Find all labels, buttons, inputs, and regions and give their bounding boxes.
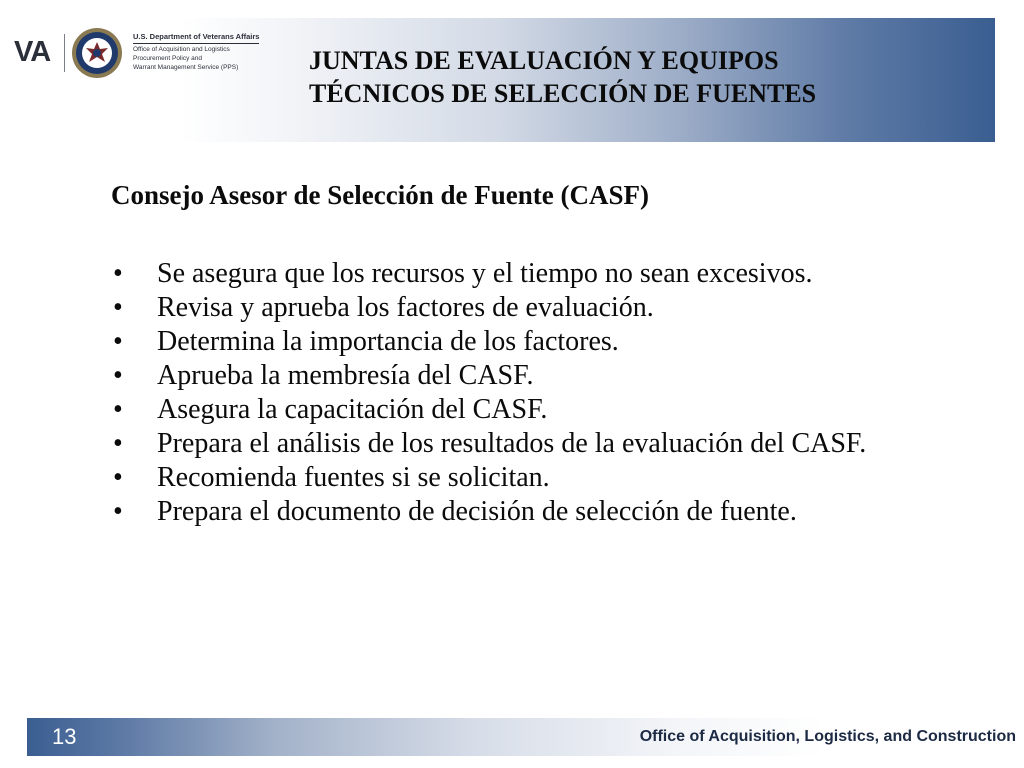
section-subtitle: Consejo Asesor de Selección de Fuente (CASF) [111, 180, 649, 210]
bullet-text: Prepara el documento de decisión de selección de fuente. [157, 496, 797, 527]
agency-divider [133, 43, 259, 44]
bullet-text: Recomienda fuentes si se solicitan. [157, 462, 550, 493]
bullet-text: Se asegura que los recursos y el tiempo no sean excesivos. [157, 258, 813, 289]
bullet-icon: • [113, 292, 123, 323]
bullet-item [113, 359, 893, 393]
bullet-icon: • [113, 496, 123, 527]
bullet-item [113, 461, 893, 495]
bullet-text: Aprueba la membresía del CASF. [157, 360, 534, 391]
office-line: Warrant Management Service (PPS) [133, 64, 239, 71]
logo-divider [64, 34, 65, 72]
va-logo: VA [14, 36, 51, 68]
bullet-icon: • [113, 428, 123, 459]
footer-office-text: Office of Acquisition, Logistics, and Construction [639, 728, 1016, 745]
bullet-item [113, 291, 893, 325]
bullet-icon: • [113, 394, 123, 425]
bullet-icon: • [113, 360, 123, 391]
bullet-item [113, 325, 893, 359]
bullet-item [113, 427, 893, 461]
bullet-text: Revisa y aprueba los factores de evaluación. [157, 292, 654, 323]
office-line: Office of Acquisition and Logistics [133, 46, 230, 53]
bullet-text: Prepara el análisis de los resultados de la evaluación del CASF. [157, 428, 867, 459]
bullet-text: Determina la importancia de los factores. [157, 326, 619, 357]
bullet-text: Asegura la capacitación del CASF. [157, 394, 548, 425]
office-line: Procurement Policy and [133, 55, 203, 62]
bullet-icon: • [113, 258, 123, 289]
agency-block [133, 32, 263, 72]
bullet-item [113, 393, 893, 427]
bullet-item [113, 495, 893, 529]
page-number: 13 [52, 724, 77, 749]
agency-name: U.S. Department of Veterans Affairs [133, 32, 260, 41]
va-seal-icon [71, 27, 123, 79]
bullet-icon: • [113, 326, 123, 357]
bullet-icon: • [113, 462, 123, 493]
bullet-item [113, 257, 893, 291]
slide-title: JUNTAS DE EVALUACIÓN Y EQUIPOS TÉCNICOS DE SELECCIÓN DE FUENTES [309, 46, 817, 108]
bullet-list [113, 257, 893, 529]
